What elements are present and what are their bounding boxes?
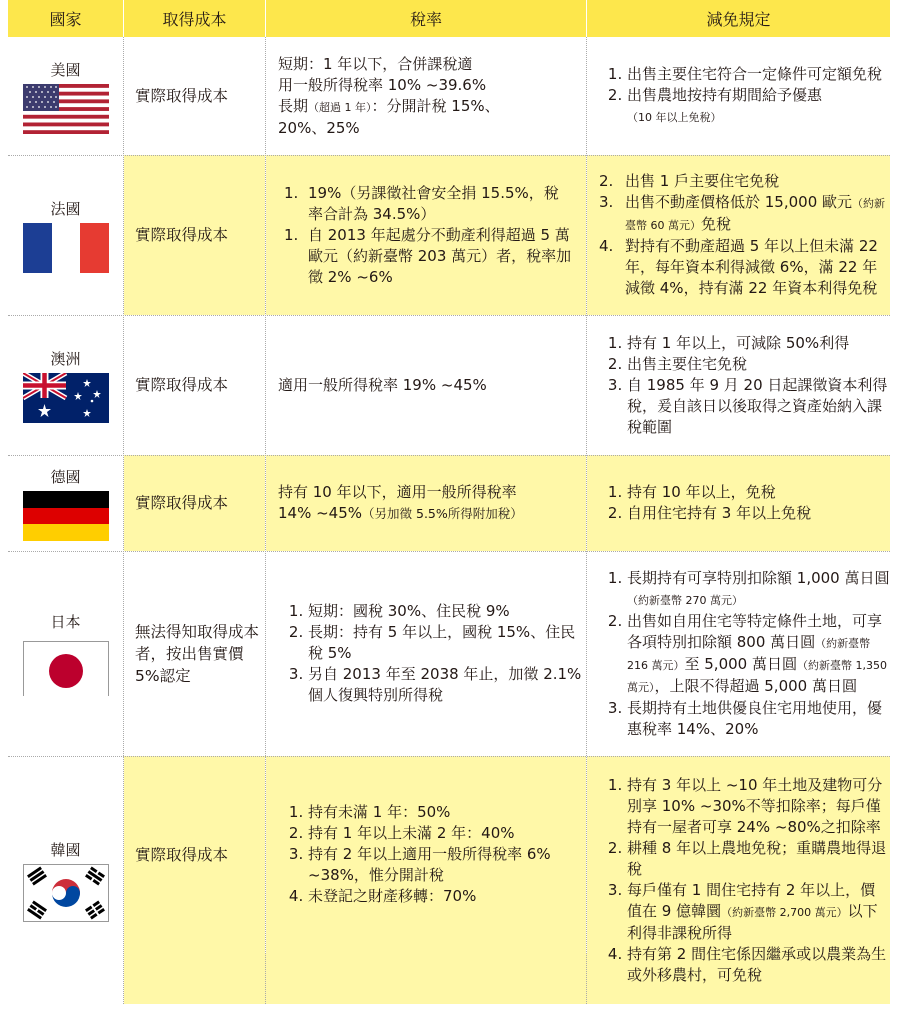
relief-cell: 1. 持有 1 年以上，可減除 50%利得 2. 出售主要住宅免稅 3. 自 1985 年 9 月 20 日起課徵資本利得稅，爰自該日以後取得之資產始納入課稅範圍 [587,315,890,455]
france-flag-icon [23,223,109,273]
korea-flag-icon [23,864,109,922]
country-name: 德國 [50,467,81,486]
relief-cell: 1. 持有 3 年以上 ~10 年土地及建物可分別享 10% ~30%不等扣除率；每戶僅持有一屋者可享 24% ~80%之扣除率 2. 耕種 8 年以上農地免稅；重購農地得退稅 3. 每戶僅有 1 間住宅持有 2 年以上，價值在 9 億韓圜（約新臺幣 2,700 萬元）以下利得非課稅所得 4. 持有第 2 間住宅係因繼承或以農業為生或外移農村，可免稅 [587,756,890,1004]
country-cell [8,155,123,315]
tax-cell: 適用一般所得稅率 19% ~45% [278,375,487,394]
country-cell [8,756,123,1004]
header-tax: 稅率 [266,0,586,37]
country-name: 日本 [50,613,81,631]
relief-cell: 1. 出售主要住宅符合一定條件可定額免稅 2. 出售農地按持有期間給予優惠 （10 年以上免稅） [587,37,890,155]
country-name: 法國 [50,199,81,218]
relief-cell: 1. 長期持有可享特別扣除額 1,000 萬日圓（約新臺幣 270 萬元） 2. 出售如自用住宅等特定條件土地，可享各項特別扣除額 800 萬日圓（約新臺幣 216 萬元）至 5,000 萬日圓（約新臺幣 1,350 萬元），上限不得超過 5,000 萬日圓 3. 長期持有土地供優良住宅用地使用，優惠稅率 14%、20% [587,551,890,756]
tax-cell: 1. 19%（另課徵社會安全捐 15.5%，稅率合計為 34.5%） 1. 自 2013 年起處分不動產利得超過 5 萬歐元（約新臺幣 203 萬元）者，稅率加徵 2% ~6% [266,155,586,315]
country-name: 美國 [50,60,81,79]
cost-cell: 實際取得成本 [124,155,265,315]
japan-flag-icon [23,636,109,696]
country-cell [8,315,123,455]
divider [8,756,890,757]
divider [265,37,266,1004]
germany-flag-icon [23,491,109,541]
us-flag-icon [23,84,109,134]
header-relief: 減免規定 [587,0,890,37]
korea-yellow-extension [124,953,587,1004]
country-name: 韓國 [50,840,81,859]
divider [8,551,890,552]
country-cell [8,455,123,551]
relief-cell: 1. 持有 10 年以上，免稅 2. 自用住宅持有 3 年以上免稅 [587,455,890,551]
tax-cell: 1. 短期：國稅 30%、住民稅 9% 2. 長期：持有 5 年以上，國稅 15%、住民稅 5% 3. 另自 2013 年至 2038 年止，加徵 2.1%個人復興特別所得稅 [266,551,586,756]
country-name: 澳洲 [50,349,81,368]
divider [8,315,890,316]
table-row-germany [0,455,900,551]
cost-cell: 實際取得成本 [124,756,265,953]
cost-cell: 實際取得成本 [135,376,229,394]
table-row-australia [0,315,900,455]
divider [123,37,124,1004]
table-row-japan [0,551,900,756]
country-cell [8,37,123,155]
tax-cell: 短期：1 年以下，合併課稅適 用一般所得稅率 10% ~39.6% 長期（超過 1 年）：分開計稅 15%、 20%、25% [278,54,500,137]
tax-cell: 持有 10 年以下，適用一般所得稅率 14% ~45%（另加徵 5.5%所得附加稅） [266,455,586,551]
country-cell [8,551,123,756]
divider [586,37,587,1004]
cost-cell: 實際取得成本 [135,87,229,105]
divider [8,455,890,456]
cost-cell: 實際取得成本 [124,455,265,551]
divider [8,155,890,156]
australia-flag-icon [23,373,109,423]
table-row-france [0,155,900,315]
tax-cell: 1. 持有未滿 1 年：50% 2. 持有 1 年以上未滿 2 年：40% 3. 持有 2 年以上適用一般所得稅率 6% ~38%，惟分開計稅 4. 未登記之財產移轉：70% [266,756,586,953]
table-row-us [0,37,900,155]
header-cost: 取得成本 [124,0,265,37]
header-country: 國家 [8,0,123,37]
cost-cell: 無法得知取得成本者，按出售實價 5%認定 [135,622,260,685]
relief-cell: 2. 出售 1 戶主要住宅免稅 3. 出售不動產價格低於 15,000 歐元（約新臺幣 60 萬元）免稅 4. 對持有不動產超過 5 年以上但未滿 22 年，每年資本利得減徵 6%，滿 22 年減徵 4%，持有滿 22 年資本利得免稅 [587,155,890,315]
